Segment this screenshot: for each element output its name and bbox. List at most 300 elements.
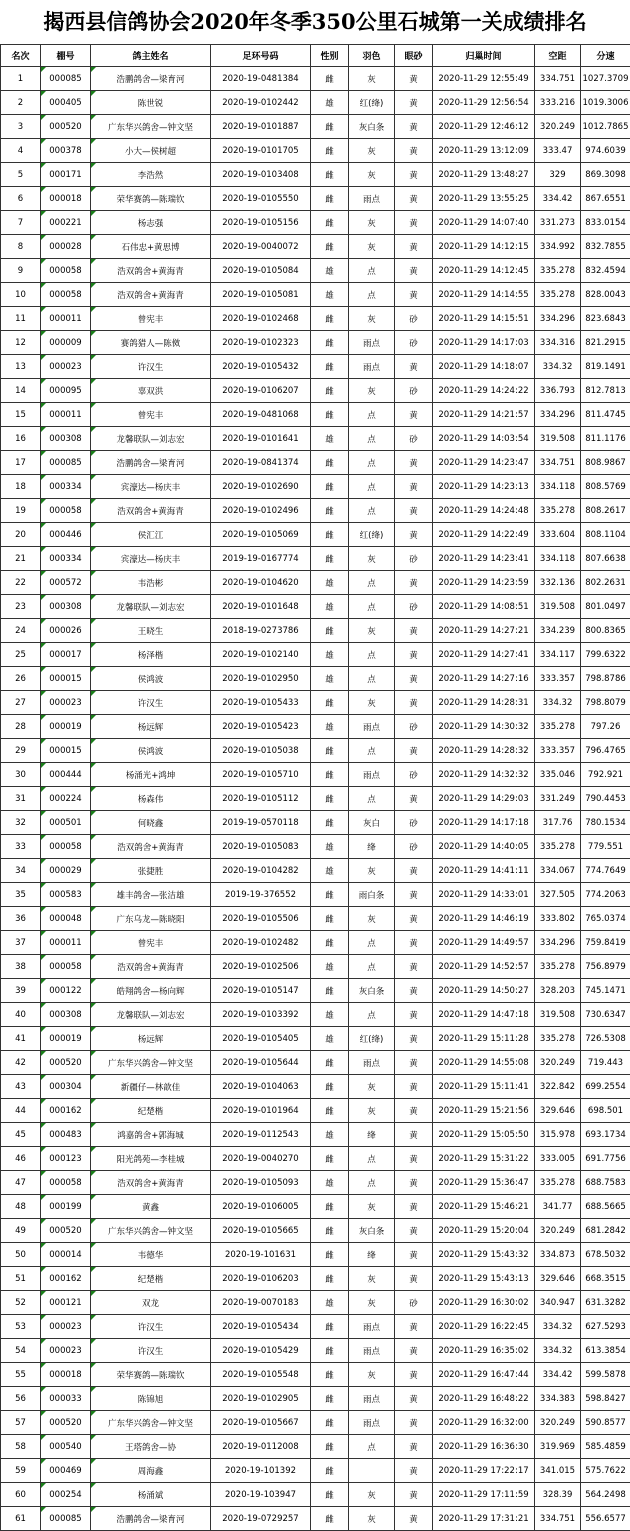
cell-distance: 335.278: [535, 499, 581, 523]
cell-distance: 333.604: [535, 523, 581, 547]
cell-ring-no: 2019-19-0570118: [211, 811, 311, 835]
cell-sex: 雌: [311, 1243, 349, 1267]
cell-color: 雨点: [349, 715, 395, 739]
column-header-rank: 名次: [1, 45, 41, 67]
cell-loft-no: 000018: [41, 187, 91, 211]
cell-owner-name: 浩鹏鸽舍—梁育河: [91, 1507, 211, 1531]
table-row: [1, 1459, 630, 1483]
cell-ring-no: 2020-19-103947: [211, 1483, 311, 1507]
cell-owner-name: 浩双鸽舍+黄海青: [91, 835, 211, 859]
cell-speed: 678.5032: [581, 1243, 630, 1267]
cell-eye: 黄: [395, 1459, 433, 1483]
cell-return-time: 2020-11-29 14:55:08: [433, 1051, 535, 1075]
cell-loft-no: 000058: [41, 259, 91, 283]
cell-rank: 4: [1, 139, 41, 163]
cell-rank: 47: [1, 1171, 41, 1195]
cell-eye: 黄: [395, 1171, 433, 1195]
cell-ring-no: 2020-19-0102323: [211, 331, 311, 355]
cell-distance: 320.249: [535, 1219, 581, 1243]
cell-rank: 34: [1, 859, 41, 883]
cell-return-time: 2020-11-29 16:32:00: [433, 1411, 535, 1435]
cell-sex: 雌: [311, 403, 349, 427]
cell-owner-name: 陈世锐: [91, 91, 211, 115]
cell-eye: 黄: [395, 1483, 433, 1507]
cell-eye: 黄: [395, 571, 433, 595]
cell-ring-no: 2020-19-0105083: [211, 835, 311, 859]
table-row: [1, 259, 630, 283]
cell-speed: 811.1176: [581, 427, 630, 451]
cell-distance: 333.357: [535, 667, 581, 691]
cell-eye: 黄: [395, 859, 433, 883]
cell-speed: 867.6551: [581, 187, 630, 211]
cell-owner-name: 龙馨联队—刘志宏: [91, 427, 211, 451]
table-row: [1, 1291, 630, 1315]
table-row: [1, 379, 630, 403]
table-row: [1, 307, 630, 331]
cell-eye: 黄: [395, 907, 433, 931]
cell-speed: 869.3098: [581, 163, 630, 187]
cell-owner-name: 荣华赛鸽—陈瑞钦: [91, 187, 211, 211]
cell-ring-no: 2020-19-0104620: [211, 571, 311, 595]
cell-owner-name: 张捷胜: [91, 859, 211, 883]
cell-owner-name: 小大—侯树超: [91, 139, 211, 163]
cell-ring-no: 2020-19-0105156: [211, 211, 311, 235]
cell-eye: 黄: [395, 1411, 433, 1435]
cell-color: 点: [349, 1003, 395, 1027]
cell-owner-name: 赛鸽猎人—陈傚: [91, 331, 211, 355]
cell-sex: 雌: [311, 787, 349, 811]
cell-loft-no: 000308: [41, 427, 91, 451]
cell-rank: 45: [1, 1123, 41, 1147]
cell-sex: 雌: [311, 523, 349, 547]
cell-eye: 黄: [395, 1123, 433, 1147]
cell-sex: 雌: [311, 1387, 349, 1411]
column-header-eye: 眼砂: [395, 45, 433, 67]
cell-sex: 雌: [311, 1099, 349, 1123]
cell-rank: 20: [1, 523, 41, 547]
cell-rank: 33: [1, 835, 41, 859]
cell-rank: 29: [1, 739, 41, 763]
cell-rank: 49: [1, 1219, 41, 1243]
cell-speed: 819.1491: [581, 355, 630, 379]
cell-sex: 雄: [311, 715, 349, 739]
table-row: [1, 643, 630, 667]
cell-ring-no: 2020-19-0105112: [211, 787, 311, 811]
cell-distance: 334.316: [535, 331, 581, 355]
cell-loft-no: 000095: [41, 379, 91, 403]
cell-owner-name: 陈锦旭: [91, 1387, 211, 1411]
cell-color: 点: [349, 259, 395, 283]
cell-rank: 24: [1, 619, 41, 643]
cell-color: [349, 1459, 395, 1483]
cell-owner-name: 杨远辉: [91, 715, 211, 739]
cell-loft-no: 000304: [41, 1075, 91, 1099]
cell-rank: 12: [1, 331, 41, 355]
cell-color: 灰: [349, 163, 395, 187]
table-row: [1, 1003, 630, 1027]
cell-distance: 327.505: [535, 883, 581, 907]
cell-eye: 黄: [395, 91, 433, 115]
cell-sex: 雌: [311, 1435, 349, 1459]
cell-loft-no: 000048: [41, 907, 91, 931]
cell-owner-name: 许汉生: [91, 1315, 211, 1339]
cell-ring-no: 2020-19-0105667: [211, 1411, 311, 1435]
cell-rank: 6: [1, 187, 41, 211]
table-row: [1, 1123, 630, 1147]
cell-speed: 798.8786: [581, 667, 630, 691]
table-row: [1, 1075, 630, 1099]
cell-ring-no: 2019-19-376552: [211, 883, 311, 907]
table-row: [1, 907, 630, 931]
cell-speed: 833.0154: [581, 211, 630, 235]
table-row: [1, 499, 630, 523]
cell-rank: 42: [1, 1051, 41, 1075]
cell-distance: 335.278: [535, 715, 581, 739]
cell-color: 灰: [349, 691, 395, 715]
cell-eye: 砂: [395, 379, 433, 403]
cell-distance: 335.278: [535, 283, 581, 307]
cell-eye: 黄: [395, 451, 433, 475]
cell-distance: 319.508: [535, 595, 581, 619]
table-row: [1, 1411, 630, 1435]
cell-ring-no: 2020-19-0106203: [211, 1267, 311, 1291]
cell-rank: 46: [1, 1147, 41, 1171]
cell-ring-no: 2020-19-0105147: [211, 979, 311, 1003]
cell-sex: 雄: [311, 427, 349, 451]
cell-eye: 黄: [395, 1075, 433, 1099]
cell-return-time: 2020-11-29 14:49:57: [433, 931, 535, 955]
cell-rank: 36: [1, 907, 41, 931]
cell-speed: 802.2631: [581, 571, 630, 595]
cell-color: 点: [349, 571, 395, 595]
cell-loft-no: 000583: [41, 883, 91, 907]
cell-return-time: 2020-11-29 17:31:21: [433, 1507, 535, 1531]
cell-loft-no: 000123: [41, 1147, 91, 1171]
cell-color: 灰: [349, 1267, 395, 1291]
cell-return-time: 2020-11-29 14:23:59: [433, 571, 535, 595]
cell-distance: 320.249: [535, 115, 581, 139]
cell-speed: 974.6039: [581, 139, 630, 163]
cell-owner-name: 广东华兴鸽舍—钟文坚: [91, 1411, 211, 1435]
table-row: [1, 667, 630, 691]
table-row: [1, 355, 630, 379]
cell-rank: 48: [1, 1195, 41, 1219]
cell-return-time: 2020-11-29 14:23:47: [433, 451, 535, 475]
cell-speed: 691.7756: [581, 1147, 630, 1171]
cell-sex: 雌: [311, 1267, 349, 1291]
cell-distance: 331.273: [535, 211, 581, 235]
cell-sex: 雄: [311, 955, 349, 979]
cell-color: 灰: [349, 547, 395, 571]
cell-return-time: 2020-11-29 14:23:41: [433, 547, 535, 571]
cell-rank: 14: [1, 379, 41, 403]
cell-speed: 681.2842: [581, 1219, 630, 1243]
cell-distance: 332.136: [535, 571, 581, 595]
cell-loft-no: 000026: [41, 619, 91, 643]
cell-return-time: 2020-11-29 16:30:02: [433, 1291, 535, 1315]
cell-distance: 333.802: [535, 907, 581, 931]
cell-owner-name: 浩双鸽舍+黄海青: [91, 499, 211, 523]
cell-distance: 315.978: [535, 1123, 581, 1147]
cell-color: 绛: [349, 1243, 395, 1267]
cell-rank: 50: [1, 1243, 41, 1267]
cell-loft-no: 000444: [41, 763, 91, 787]
cell-rank: 2: [1, 91, 41, 115]
cell-eye: 黄: [395, 355, 433, 379]
table-row: [1, 1195, 630, 1219]
cell-ring-no: 2020-19-0112008: [211, 1435, 311, 1459]
cell-eye: 黄: [395, 1507, 433, 1531]
cell-loft-no: 000334: [41, 547, 91, 571]
cell-return-time: 2020-11-29 14:27:21: [433, 619, 535, 643]
cell-sex: 雄: [311, 1003, 349, 1027]
cell-loft-no: 000019: [41, 1027, 91, 1051]
cell-sex: 雌: [311, 163, 349, 187]
cell-color: 灰白条: [349, 979, 395, 1003]
cell-eye: 黄: [395, 187, 433, 211]
cell-owner-name: 曾宪丰: [91, 403, 211, 427]
cell-return-time: 2020-11-29 14:24:22: [433, 379, 535, 403]
cell-color: 点: [349, 1435, 395, 1459]
cell-color: 点: [349, 451, 395, 475]
cell-loft-no: 000254: [41, 1483, 91, 1507]
cell-sex: 雌: [311, 1315, 349, 1339]
cell-distance: 334.118: [535, 547, 581, 571]
cell-eye: 砂: [395, 331, 433, 355]
cell-color: 雨点: [349, 1387, 395, 1411]
column-header-speed: 分速: [581, 45, 630, 67]
cell-ring-no: 2020-19-0102140: [211, 643, 311, 667]
cell-speed: 585.4859: [581, 1435, 630, 1459]
cell-rank: 7: [1, 211, 41, 235]
cell-eye: 黄: [395, 235, 433, 259]
cell-loft-no: 000019: [41, 715, 91, 739]
cell-owner-name: 曾宪丰: [91, 307, 211, 331]
cell-color: 雨点: [349, 355, 395, 379]
cell-speed: 1027.3709: [581, 67, 630, 91]
cell-ring-no: 2020-19-0101887: [211, 115, 311, 139]
cell-return-time: 2020-11-29 17:11:59: [433, 1483, 535, 1507]
table-row: [1, 739, 630, 763]
cell-rank: 17: [1, 451, 41, 475]
table-row: [1, 1243, 630, 1267]
cell-color: 灰: [349, 859, 395, 883]
cell-color: 灰白: [349, 811, 395, 835]
cell-speed: 759.8419: [581, 931, 630, 955]
cell-rank: 55: [1, 1363, 41, 1387]
cell-owner-name: 杨森伟: [91, 787, 211, 811]
cell-speed: 627.5293: [581, 1315, 630, 1339]
cell-ring-no: 2020-19-0105405: [211, 1027, 311, 1051]
cell-distance: 335.046: [535, 763, 581, 787]
cell-sex: 雌: [311, 763, 349, 787]
cell-owner-name: 宾濠达—杨庆丰: [91, 475, 211, 499]
cell-color: 红(绛): [349, 523, 395, 547]
cell-distance: 334.117: [535, 643, 581, 667]
cell-speed: 1019.3006: [581, 91, 630, 115]
cell-sex: 雌: [311, 475, 349, 499]
cell-ring-no: 2020-19-0105644: [211, 1051, 311, 1075]
cell-sex: 雌: [311, 211, 349, 235]
cell-ring-no: 2020-19-0112543: [211, 1123, 311, 1147]
cell-color: 点: [349, 1147, 395, 1171]
cell-ring-no: 2020-19-0102506: [211, 955, 311, 979]
cell-rank: 23: [1, 595, 41, 619]
cell-owner-name: 浩鹏鸽舍—梁育河: [91, 451, 211, 475]
table-header-row: [1, 45, 630, 67]
table-row: [1, 163, 630, 187]
cell-distance: 333.216: [535, 91, 581, 115]
cell-distance: 335.278: [535, 835, 581, 859]
table-row: [1, 283, 630, 307]
cell-eye: 黄: [395, 619, 433, 643]
cell-ring-no: 2020-19-0481384: [211, 67, 311, 91]
table-row: [1, 403, 630, 427]
column-header-owner-name: 鸽主姓名: [91, 45, 211, 67]
cell-speed: 765.0374: [581, 907, 630, 931]
cell-owner-name: 浩鹏鸽舍—梁育河: [91, 67, 211, 91]
cell-loft-no: 000334: [41, 475, 91, 499]
cell-return-time: 2020-11-29 16:22:45: [433, 1315, 535, 1339]
cell-speed: 1012.7865: [581, 115, 630, 139]
cell-ring-no: 2020-19-0104063: [211, 1075, 311, 1099]
cell-return-time: 2020-11-29 14:23:13: [433, 475, 535, 499]
table-row: [1, 115, 630, 139]
cell-ring-no: 2020-19-0040270: [211, 1147, 311, 1171]
cell-distance: 341.77: [535, 1195, 581, 1219]
cell-speed: 774.2063: [581, 883, 630, 907]
cell-sex: 雌: [311, 451, 349, 475]
table-row: [1, 859, 630, 883]
cell-sex: 雌: [311, 883, 349, 907]
cell-speed: 590.8577: [581, 1411, 630, 1435]
cell-owner-name: 许汉生: [91, 355, 211, 379]
cell-color: 点: [349, 667, 395, 691]
cell-return-time: 2020-11-29 13:48:27: [433, 163, 535, 187]
cell-sex: 雌: [311, 979, 349, 1003]
cell-eye: 黄: [395, 163, 433, 187]
cell-owner-name: 周海鑫: [91, 1459, 211, 1483]
column-header-return-time: 归巢时间: [433, 45, 535, 67]
cell-speed: 792.921: [581, 763, 630, 787]
cell-ring-no: 2020-19-0102468: [211, 307, 311, 331]
cell-sex: 雌: [311, 307, 349, 331]
cell-distance: 335.278: [535, 1171, 581, 1195]
cell-ring-no: 2020-19-0105038: [211, 739, 311, 763]
cell-owner-name: 侯汇江: [91, 523, 211, 547]
table-row: [1, 1051, 630, 1075]
table-row: [1, 763, 630, 787]
cell-eye: 黄: [395, 1099, 433, 1123]
table-row: [1, 979, 630, 1003]
cell-eye: 黄: [395, 115, 433, 139]
column-header-distance: 空距: [535, 45, 581, 67]
cell-loft-no: 000308: [41, 1003, 91, 1027]
cell-loft-no: 000520: [41, 1411, 91, 1435]
cell-sex: 雌: [311, 1051, 349, 1075]
cell-speed: 808.9867: [581, 451, 630, 475]
cell-loft-no: 000446: [41, 523, 91, 547]
cell-speed: 756.8979: [581, 955, 630, 979]
table-row: [1, 1027, 630, 1051]
cell-ring-no: 2020-19-0106005: [211, 1195, 311, 1219]
cell-owner-name: 李浩然: [91, 163, 211, 187]
cell-sex: 雌: [311, 907, 349, 931]
table-row: [1, 523, 630, 547]
cell-return-time: 2020-11-29 15:21:56: [433, 1099, 535, 1123]
table-row: [1, 1267, 630, 1291]
cell-ring-no: 2020-19-0841374: [211, 451, 311, 475]
cell-loft-no: 000014: [41, 1243, 91, 1267]
cell-color: 灰: [349, 907, 395, 931]
cell-loft-no: 000009: [41, 331, 91, 355]
cell-sex: 雄: [311, 859, 349, 883]
cell-rank: 57: [1, 1411, 41, 1435]
cell-ring-no: 2020-19-0105665: [211, 1219, 311, 1243]
table-row: [1, 187, 630, 211]
cell-color: 点: [349, 955, 395, 979]
table-row: [1, 211, 630, 235]
cell-distance: 334.873: [535, 1243, 581, 1267]
cell-distance: 334.751: [535, 451, 581, 475]
cell-loft-no: 000405: [41, 91, 91, 115]
cell-eye: 黄: [395, 667, 433, 691]
cell-speed: 631.3282: [581, 1291, 630, 1315]
cell-owner-name: 何晓鑫: [91, 811, 211, 835]
cell-ring-no: 2020-19-0105550: [211, 187, 311, 211]
cell-eye: 黄: [395, 691, 433, 715]
cell-sex: 雌: [311, 739, 349, 763]
table-row: [1, 451, 630, 475]
cell-speed: 797.26: [581, 715, 630, 739]
cell-speed: 808.1104: [581, 523, 630, 547]
cell-eye: 黄: [395, 1003, 433, 1027]
cell-speed: 745.1471: [581, 979, 630, 1003]
cell-color: 灰白条: [349, 115, 395, 139]
cell-speed: 668.3515: [581, 1267, 630, 1291]
cell-speed: 798.8079: [581, 691, 630, 715]
cell-distance: 334.32: [535, 691, 581, 715]
cell-ring-no: 2020-19-0102496: [211, 499, 311, 523]
cell-rank: 60: [1, 1483, 41, 1507]
cell-sex: 雌: [311, 1507, 349, 1531]
cell-rank: 10: [1, 283, 41, 307]
cell-rank: 25: [1, 643, 41, 667]
cell-ring-no: 2020-19-0101648: [211, 595, 311, 619]
cell-sex: 雌: [311, 1363, 349, 1387]
table-row: [1, 931, 630, 955]
cell-rank: 44: [1, 1099, 41, 1123]
cell-ring-no: 2020-19-0106207: [211, 379, 311, 403]
cell-sex: 雌: [311, 331, 349, 355]
cell-eye: 黄: [395, 403, 433, 427]
cell-owner-name: 杨泽楷: [91, 643, 211, 667]
cell-loft-no: 000085: [41, 67, 91, 91]
cell-rank: 15: [1, 403, 41, 427]
cell-sex: 雌: [311, 931, 349, 955]
cell-distance: 317.76: [535, 811, 581, 835]
cell-speed: 556.6577: [581, 1507, 630, 1531]
cell-color: 红(绛): [349, 91, 395, 115]
cell-ring-no: 2020-19-0070183: [211, 1291, 311, 1315]
cell-distance: 320.249: [535, 1411, 581, 1435]
cell-loft-no: 000023: [41, 691, 91, 715]
table-row: [1, 1171, 630, 1195]
cell-loft-no: 000015: [41, 667, 91, 691]
cell-rank: 32: [1, 811, 41, 835]
cell-speed: 832.4594: [581, 259, 630, 283]
cell-rank: 40: [1, 1003, 41, 1027]
